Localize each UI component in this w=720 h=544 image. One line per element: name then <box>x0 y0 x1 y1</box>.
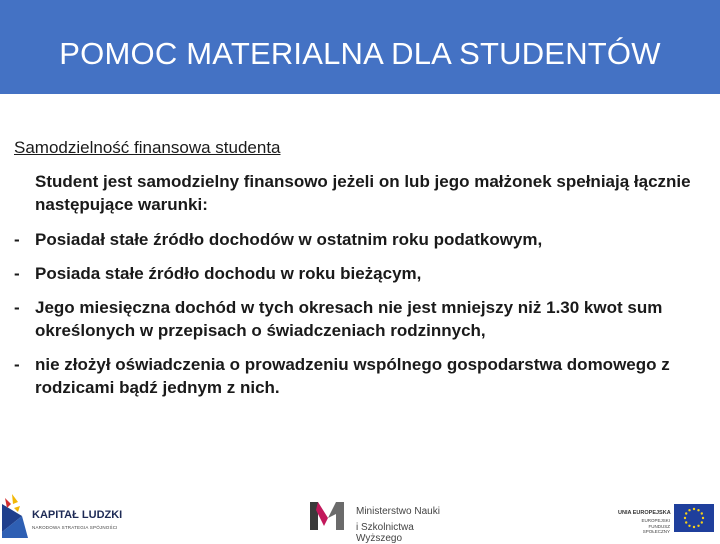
ministerstwo-line2: i Szkolnictwa Wyższego <box>356 522 414 544</box>
list-item <box>14 353 704 399</box>
list-item-text: Posiadał stałe źródło dochodów w ostatnim roku podatkowym, <box>35 230 543 249</box>
list-item <box>14 296 704 342</box>
section-subtitle: Samodzielność finansowa studenta <box>14 138 281 157</box>
unia-europejska-logo <box>618 504 718 538</box>
slide-content <box>14 138 704 410</box>
list-item-text: Jego miesięczna dochód w tych okresach nie jest mniejszy niż 1.30 kwot sum określonych w przepisach o świadczeniach rodzinnych, <box>35 298 663 340</box>
ministerstwo-logo <box>308 498 448 544</box>
eu-flag-icon <box>674 504 714 532</box>
unia-line1: UNIA EUROPEJSKA <box>618 510 671 516</box>
list-dash: - <box>14 264 20 283</box>
kapital-ludzki-name: KAPITAŁ LUDZKI <box>32 509 123 521</box>
list-dash: - <box>14 230 20 249</box>
intro-paragraph: Student jest samodzielny finansowo jeżeli on lub jego małżonek spełniają łącznie następujące warunki: <box>35 172 691 214</box>
list-item-text: nie złożył oświadczenia o prowadzeniu wspólnego gospodarstwa domowego z rodzicami bądź jednym z nich. <box>35 355 670 397</box>
list-item-text: Posiada stałe źródło dochodu w roku bieżącym, <box>35 264 422 283</box>
footer-logos <box>0 490 720 544</box>
list-dash: - <box>14 355 20 374</box>
kapital-ludzki-logo <box>2 494 132 538</box>
ministerstwo-emblem-icon <box>308 498 348 532</box>
slide-title: POMOC MATERIALNA DLA STUDENTÓW <box>59 36 661 71</box>
ministerstwo-line1: Ministerstwo Nauki <box>356 506 440 517</box>
kapital-ludzki-tagline: NARODOWA STRATEGIA SPÓJNOŚCI <box>32 525 118 530</box>
kapital-ludzki-emblem-icon <box>2 494 30 538</box>
list-item <box>14 228 704 251</box>
unia-line2: EUROPEJSKI FUNDUSZ SPOŁECZNY <box>641 518 670 534</box>
list-item <box>14 262 704 285</box>
slide-header <box>0 0 720 94</box>
list-dash: - <box>14 298 20 317</box>
